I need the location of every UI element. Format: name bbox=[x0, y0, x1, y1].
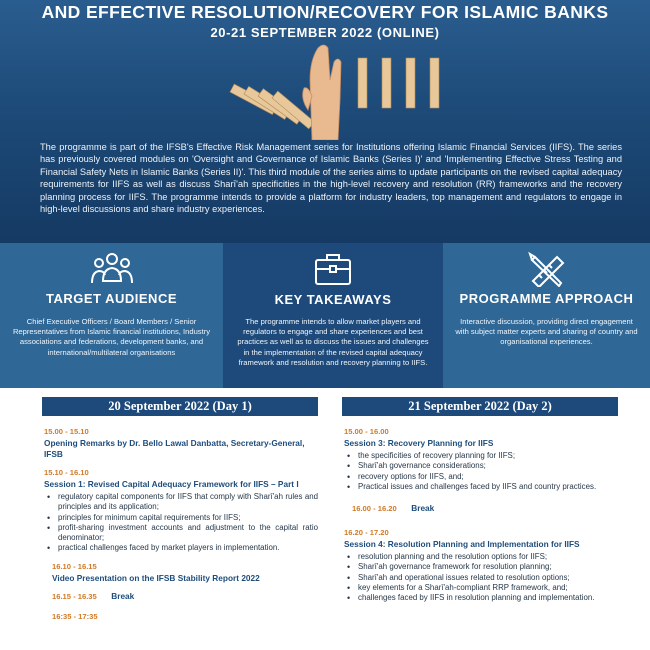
key-takeaways-text: The programme intends to allow market players and regulators to engage and share experiences and best practices as well as to discuss the issues and challenges in the implementation of the revised capital adequacy framework and resolution and recovery planning to IIFS. bbox=[237, 317, 429, 367]
people-group-icon bbox=[0, 251, 223, 287]
session-title: Session 4: Resolution Planning and Implementation for IIFS bbox=[344, 539, 580, 550]
key-takeaways-panel bbox=[223, 243, 443, 388]
topic-item: • the specificities of recovery planning for IIFS; bbox=[344, 451, 618, 461]
session-time: 15.10 - 16.10 bbox=[44, 468, 89, 477]
break-time: 16.15 - 16.35 bbox=[52, 591, 97, 601]
programme-dates: 20-21 SEPTEMBER 2022 (ONLINE) bbox=[210, 25, 440, 40]
session-title: Opening Remarks by Dr. Bello Lawal Danbatta, Secretary-General, IFSB bbox=[44, 438, 305, 459]
target-audience-panel bbox=[0, 243, 223, 388]
topic-item: • regulatory capital components for IIFS that comply with Sharī'ah rules and principles and its application; bbox=[44, 492, 318, 513]
day2-header: 21 September 2022 (Day 2) bbox=[342, 397, 618, 416]
break-label: Break bbox=[111, 590, 135, 601]
topic-item: • Sharī'ah and operational issues related to resolution options; bbox=[344, 573, 618, 583]
target-audience-text: Chief Executive Officers / Board Members / Senior Representatives from Islamic financial institutions, Industry associations and federations, development banks, and international/multilateral organisations bbox=[12, 317, 211, 357]
programme-approach-text: Interactive discussion, providing direct engagement with subject matter experts and sharing of country and organisational experiences. bbox=[455, 317, 638, 347]
pencil-ruler-icon bbox=[443, 251, 650, 287]
info-panels bbox=[0, 243, 650, 388]
topic-item: • profit-sharing investment accounts and adjustment to the capital ratio denominator; bbox=[44, 523, 318, 544]
programme-approach-title: PROGRAMME APPROACH bbox=[459, 291, 634, 306]
day2-schedule bbox=[342, 397, 618, 604]
session-title: Video Presentation on the IFSB Stability Report 2022 bbox=[52, 572, 260, 583]
topic-item: • resolution planning and the resolution options for IIFS; bbox=[344, 552, 618, 562]
break-label: Break bbox=[411, 503, 435, 514]
session-time: 16:35 - 17:35 bbox=[52, 611, 98, 621]
topic-item: • key elements for a Sharī'ah-compliant RRP framework, and; bbox=[344, 583, 618, 593]
day1-header: 20 September 2022 (Day 1) bbox=[42, 397, 318, 416]
session-title: Session 1: Revised Capital Adequacy Framework for IIFS – Part I bbox=[44, 479, 299, 489]
break-time: 16.00 - 16.20 bbox=[352, 504, 397, 514]
programme-description: The programme is part of the IFSB's Effective Risk Management series for Institutions offering Islamic Financial Services (IIFS). The series has previously covered modules on 'Oversight and Governance of Islamic Banks (Series I)' and 'Implementing Effective Stress Testing and Financial Safety Nets in Islamic Banks (Series II)'. This third module of the series aims to update participants on the revised capital adequacy requirements for IIFS as well as discuss Sharī'ah specificities in the high-level recovery and resolution (RR) frameworks and the recovery planning process for IIFS. The programme intends to provide a platform for industry leaders, top management and regulators to engage in high-level discussions and share industry experiences. bbox=[40, 142, 622, 215]
session-topics bbox=[344, 451, 618, 492]
topic-item: • Practical issues and challenges faced by IIFS and country practices. bbox=[344, 482, 618, 492]
topic-item: • Sharī'ah governance framework for resolution planning; bbox=[344, 562, 618, 572]
programme-title: AND EFFECTIVE RESOLUTION/RECOVERY FOR ISLAMIC BANKS bbox=[41, 2, 609, 22]
session-time: 15.00 - 16.00 bbox=[344, 427, 389, 436]
session-topics bbox=[44, 492, 318, 554]
hero-banner bbox=[0, 0, 650, 243]
session-topics bbox=[344, 552, 618, 603]
briefcase-icon bbox=[223, 251, 443, 287]
session-time: 16.10 - 16.15 bbox=[52, 561, 97, 571]
key-takeaways-title: KEY TAKEAWAYS bbox=[274, 292, 392, 307]
session-time: 15.00 - 15.10 bbox=[44, 427, 89, 436]
topic-item: • principles for minimum capital requirements for IIFS; bbox=[44, 513, 318, 523]
topic-item: • Sharī'ah governance considerations; bbox=[344, 461, 618, 471]
topic-item: • practical challenges faced by market players in implementation. bbox=[44, 543, 318, 553]
session-title: Session 3: Recovery Planning for IIFS bbox=[344, 438, 494, 448]
dominoes-hand-image bbox=[200, 40, 460, 140]
programme-approach-panel bbox=[443, 243, 650, 388]
day1-schedule bbox=[42, 397, 318, 621]
topic-item: • recovery options for IIFS, and; bbox=[344, 472, 618, 482]
target-audience-title: TARGET AUDIENCE bbox=[46, 291, 177, 306]
session-time: 16.20 - 17.20 bbox=[344, 528, 389, 538]
topic-item: • challenges faced by IIFS in resolution planning and implementation. bbox=[344, 593, 618, 603]
